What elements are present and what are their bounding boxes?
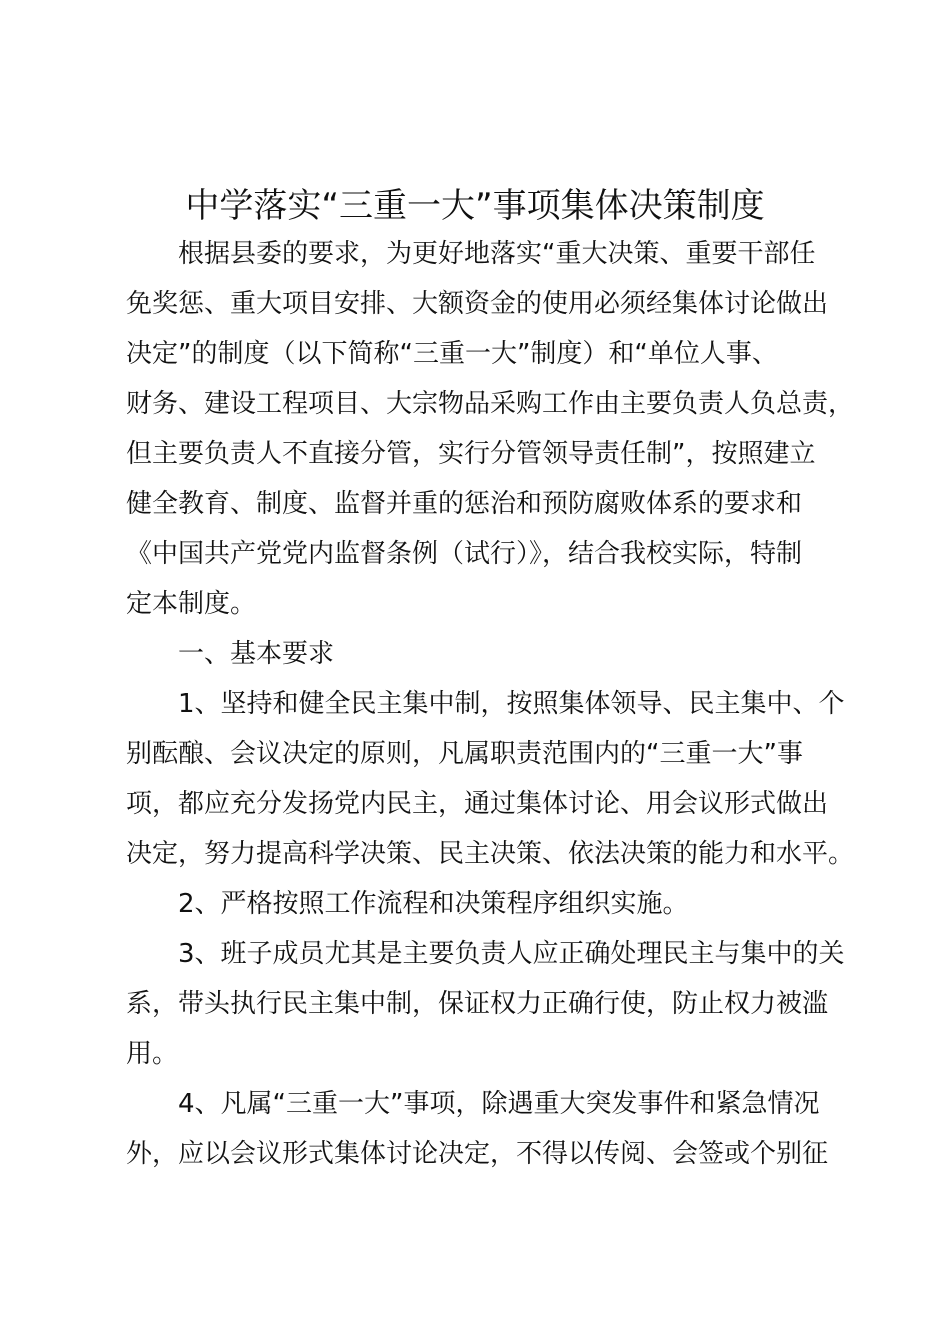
paragraph-line: 决定”的制度（以下简称“三重一大”制度）和“单位人事、 [126,339,778,369]
paragraph-line: 1、坚持和健全民主集中制，按照集体领导、民主集中、个 [178,689,845,719]
paragraph-line: 健全教育、制度、监督并重的惩治和预防腐败体系的要求和 [126,489,803,519]
paragraph-line: 3、班子成员尤其是主要负责人应正确处理民主与集中的关 [178,939,845,969]
paragraph-line: 决定，努力提高科学决策、民主决策、依法决策的能力和水平。 [126,839,855,869]
paragraph-line: 《中国共产党党内监督条例（试行）》，结合我校实际，特制 [126,539,803,569]
paragraph-line: 系，带头执行民主集中制，保证权力正确行使，防止权力被滥 [126,989,829,1019]
paragraph-line: 用。 [126,1039,179,1069]
document-body [126,229,866,1179]
paragraph-line: 根据县委的要求，为更好地落实“重大决策、重要干部任 [178,239,816,269]
paragraph-line: 4、凡属“三重一大”事项，除遇重大突发事件和紧急情况 [178,1089,820,1119]
paragraph-line: 项，都应充分发扬党内民主，通过集体讨论、用会议形式做出 [126,789,829,819]
paragraph-line: 但主要负责人不直接分管，实行分管领导责任制”，按照建立 [126,439,816,469]
paragraph-line: 2、严格按照工作流程和决策程序组织实施。 [178,889,689,919]
paragraph-line: 免奖惩、重大项目安排、大额资金的使用必须经集体讨论做出 [126,289,829,319]
section-heading: 一、基本要求 [178,639,335,669]
paragraph-line: 定本制度。 [126,589,257,619]
paragraph-line: 财务、建设工程项目、大宗物品采购工作由主要负责人负总责， [126,389,855,419]
paragraph-line: 别酝酿、会议决定的原则，凡属职责范围内的“三重一大”事 [126,739,803,769]
paragraph-line: 外，应以会议形式集体讨论决定，不得以传阅、会签或个别征 [126,1139,829,1169]
document-title: 中学落实“三重一大”事项集体决策制度 [185,186,765,226]
